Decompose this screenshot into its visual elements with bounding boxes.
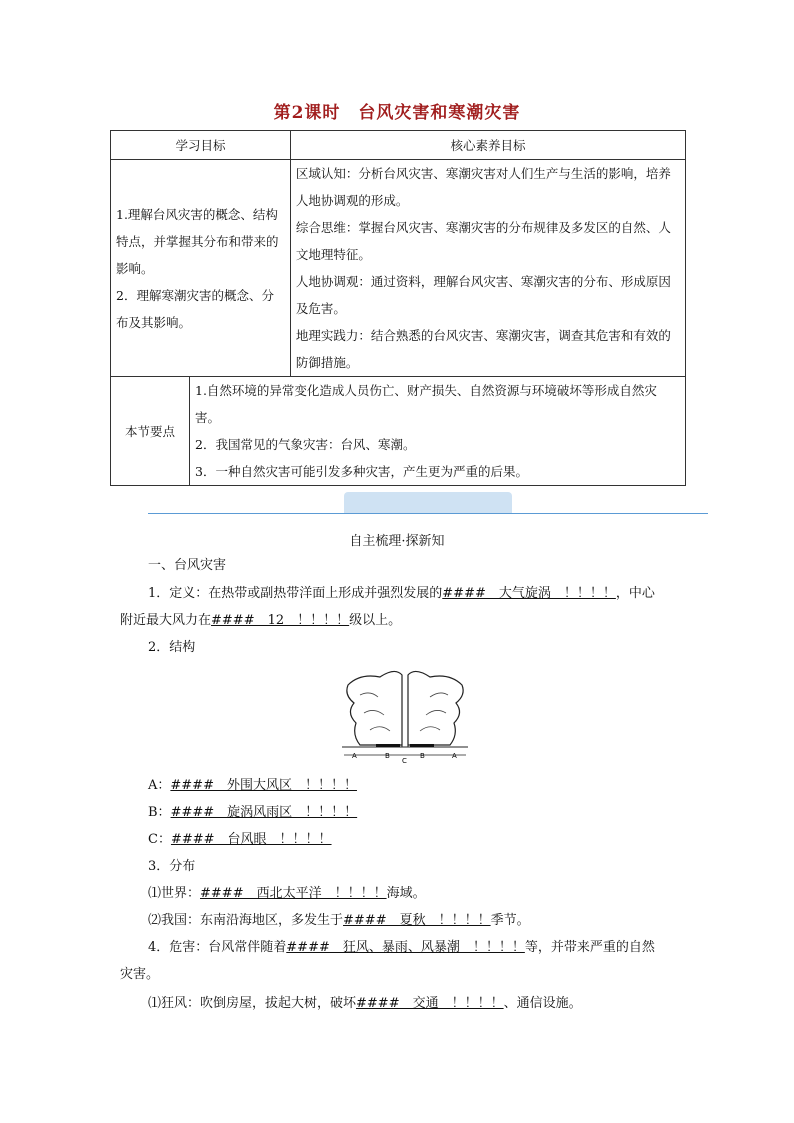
def-text: 级以上。 (349, 613, 402, 628)
key-point: 1.自然环境的异常变化造成人员伤亡、财产损失、自然资源与环境破坏等形成自然灾害。 (195, 383, 657, 425)
harm-line-2: 灾害。 (120, 967, 160, 982)
answer-a-line (120, 776, 718, 796)
rain-zone-left (376, 744, 400, 747)
answer-blank: #### 外围大风区 ！！！！ (170, 778, 357, 793)
learning-goals-header: 学习目标 (111, 131, 291, 160)
answer-blank: #### 台风眼 ！！！！ (170, 832, 332, 847)
distribution-heading: 3．分布 (148, 859, 196, 874)
cloud-right (408, 671, 463, 745)
answer-c-line (120, 830, 718, 850)
text: ⑴狂风：吹倒房屋，拔起大树，破坏 (148, 996, 357, 1011)
distribution-world (120, 884, 718, 904)
section-band (344, 492, 512, 514)
answer-blank: #### 旋涡风雨区 ！！！！ (170, 805, 358, 820)
distribution-china (120, 911, 718, 931)
page-title: 第2课时 台风灾害和寒潮灾害 (273, 103, 521, 123)
section-title: 自主梳理·探新知 (349, 534, 445, 549)
answer-blank: #### 夏秋 ！！！！ (343, 913, 491, 928)
core-goal: 地理实践力：结合熟悉的台风灾害、寒潮灾害，调查其危害和有效的防御措施。 (295, 328, 671, 370)
harm-line (120, 938, 718, 958)
learning-goals-cell (111, 160, 291, 377)
key-points-cell (190, 377, 686, 486)
text: ⑴世界： (148, 886, 201, 901)
label-prefix: A： (148, 778, 171, 793)
heading-typhoon: 一、台风灾害 (148, 558, 227, 573)
answer-blank: #### 12 ！！！！ (211, 613, 350, 628)
def-text: 附近最大风力在 (120, 613, 212, 628)
definition-line-2 (120, 611, 690, 631)
text: 4．危害：台风常伴随着 (148, 940, 287, 955)
structure-heading: 2．结构 (148, 640, 196, 655)
def-text: 1．定义：在热带或副热带洋面上形成并强烈发展的 (148, 586, 443, 601)
answer-blank: #### 交通 ！！！！ (356, 996, 504, 1011)
learning-goal: 1.理解台风灾害的概念、结构特点，并掌握其分布和带来的影响。 (116, 206, 279, 276)
key-point: 3．一种自然灾害可能引发多种灾害，产生更为严重的后果。 (195, 464, 528, 479)
label-b-left: B (385, 752, 390, 760)
answer-blank: #### 西北太平洋 ！！！！ (200, 886, 387, 901)
text: 海域。 (386, 886, 426, 901)
key-points-label: 本节要点 (111, 377, 190, 486)
text: 季节。 (490, 913, 530, 928)
label-c: C (402, 757, 407, 765)
label-prefix: B： (148, 805, 171, 820)
section-divider (148, 513, 708, 514)
answer-blank: #### 狂风、暴雨、风暴潮 ！！！！ (286, 940, 525, 955)
label-a-left: A (352, 752, 357, 760)
answer-blank: #### 大气旋涡 ！！！！ (442, 586, 616, 601)
def-text: ，中心 (615, 586, 655, 601)
rain-zone-right (410, 744, 434, 747)
text: 、通信设施。 (503, 996, 582, 1011)
key-point: 2．我国常见的气象灾害：台风、寒潮。 (195, 437, 416, 452)
definition-line (120, 584, 718, 604)
text: ⑵我国：东南沿海地区，多发生于 (148, 913, 344, 928)
typhoon-structure-figure (340, 665, 470, 765)
cloud-left (347, 671, 402, 745)
text: 等，并带来严重的自然 (524, 940, 655, 955)
label-prefix: C： (148, 832, 171, 847)
core-goal: 综合思维：掌握台风灾害、寒潮灾害的分布规律及多发区的自然、人文地理特征。 (295, 220, 671, 262)
core-goals-cell (290, 160, 685, 377)
core-goal: 人地协调观：通过资料，理解台风灾害、寒潮灾害的分布、形成原因及危害。 (295, 274, 671, 316)
core-goal: 区域认知：分析台风灾害、寒潮灾害对人们生产与生活的影响，培养人地协调观的形成。 (295, 166, 671, 208)
answer-b-line (120, 803, 718, 823)
wind-line (120, 994, 718, 1014)
goals-table (110, 130, 686, 486)
label-a-right: A (452, 752, 457, 760)
label-b-right: B (420, 752, 425, 760)
core-goals-header: 核心素养目标 (290, 131, 685, 160)
learning-goal: 2．理解寒潮灾害的概念、分布及其影响。 (116, 287, 274, 330)
